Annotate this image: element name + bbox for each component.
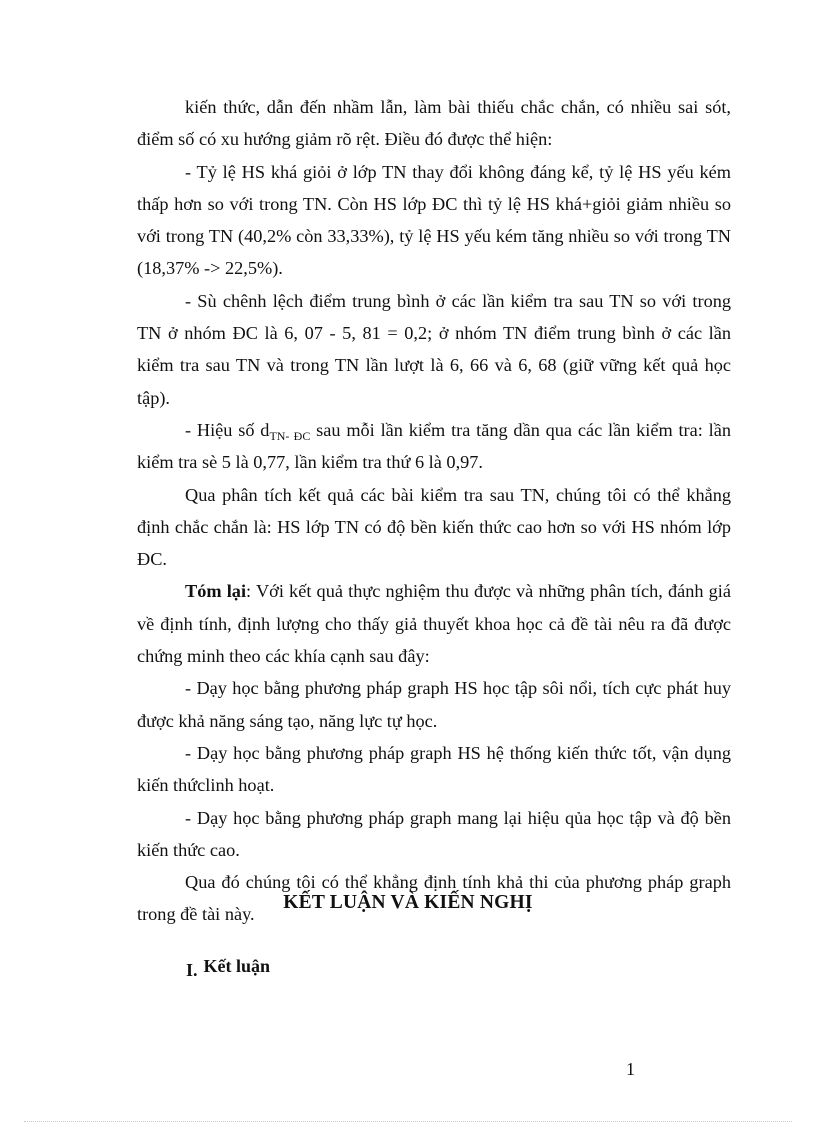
paragraph-point-systematic-knowledge: - Dạy học bằng phương pháp graph HS hệ thống kiến thức tốt, vận dụng kiến thứclinh hoạt.: [137, 742, 731, 796]
paragraph-analysis-conclusion: Qua phân tích kết quả các bài kiểm tra sau TN, chúng tôi có thể khẳng định chắc chắn là: HS lớp TN có độ bền kiến thức cao hơn so với HS nhóm lớp ĐC.: [137, 484, 731, 570]
page-bottom-border: [24, 1121, 792, 1122]
paragraph-feasibility: Qua đó chúng tôi có thể khẳng định tính khả thi của phương pháp graph trong đề tài này.: [137, 872, 731, 925]
page-number: 1: [626, 1059, 635, 1079]
difference-subscript: TN- ĐC: [269, 428, 311, 443]
subsection-heading: [186, 956, 270, 981]
summary-text: : Với kết quả thực nghiệm thu được và những phân tích, đánh giá về định tính, định lượng cho thấy giả thuyết khoa học cả đề tài nêu ra đã được chứng minh theo các khía cạnh sau đây:: [137, 581, 731, 667]
paragraph-knowledge-decline: kiến thức, dẫn đến nhầm lẫn, làm bài thiếu chắc chắn, có nhiều sai sót, điểm số có xu hướng giảm rõ rệt. Điều đó được thể hiện:: [137, 97, 731, 150]
paragraph-point-learning-efficiency: - Dạy học bằng phương pháp graph mang lại hiệu qủa học tập và độ bền kiến thức cao.: [137, 807, 731, 860]
section-title: KẾT LUẬN VÀ KIẾN NGHỊ: [283, 892, 533, 913]
heading-label: Kết luận: [203, 956, 271, 976]
heading-number: I.: [186, 960, 198, 980]
paragraph-point-active-learning: - Dạy học bằng phương pháp graph HS học tập sôi nổi, tích cực phát huy được khả năng sáng tạo, năng lực tự học.: [137, 678, 731, 731]
summary-label: Tóm lại: [185, 581, 247, 602]
paragraph-score-difference: - Sù chênh lệch điểm trung bình ở các lần kiểm tra sau TN so với trong TN ở nhóm ĐC là 6, 07 - 5, 81 = 0,2; ở nhóm TN điểm trung bình ở các lần kiểm tra sau TN và trong TN lần lượt là 6, 66 và 6, 68 (giữ vững kết quả học tập).: [137, 290, 731, 408]
paragraph-summary: [137, 575, 731, 672]
paragraph-difference-index: [137, 414, 731, 479]
body-text: [137, 91, 731, 931]
difference-text-end: sau mỗi lần kiểm tra tăng dần qua các lần kiểm tra: lần kiểm tra sè 5 là 0,77, lần kiểm tra thứ 6 là 0,97.: [137, 419, 731, 473]
difference-text-start: - Hiệu số d: [185, 419, 270, 440]
paragraph-ratio-change: - Tỷ lệ HS khá giỏi ở lớp TN thay đổi không đáng kể, tỷ lệ HS yếu kém thấp hơn so với trong TN. Còn HS lớp ĐC thì tỷ lệ HS khá+giỏi giảm nhiều so với trong TN (40,2% còn 33,33%), tỷ lệ HS yếu kém tăng nhiều so với trong TN (18,37% -> 22,5%).: [137, 161, 731, 279]
